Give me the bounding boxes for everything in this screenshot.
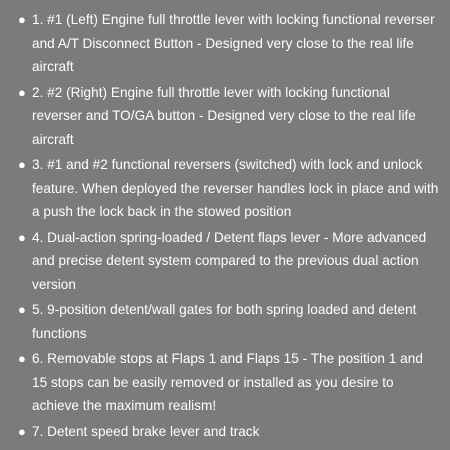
list-item bbox=[18, 81, 440, 152]
feature-text: 3. #1 and #2 functional reversers (switched) with lock and unlock feature. When deployed the reverser handles lock in place and with a push the lock back in the stowed position bbox=[32, 157, 439, 219]
feature-text: 2. #2 (Right) Engine full throttle lever with locking functional reverser and TO/GA button - Designed very close to the real life aircraft bbox=[32, 84, 416, 147]
list-item bbox=[18, 420, 440, 444]
bullet-icon: ● bbox=[18, 423, 26, 439]
list-item bbox=[18, 298, 440, 345]
list-item bbox=[18, 347, 440, 418]
feature-text: 7. Detent speed brake lever and track bbox=[32, 423, 260, 439]
feature-text: 6. Removable stops at Flaps 1 and Flaps 15 - The position 1 and 15 stops can be easily removed or installed as you desire to achieve the maximum realism! bbox=[32, 351, 423, 413]
feature-text: 5. 9-position detent/wall gates for both spring loaded and detent functions bbox=[32, 302, 417, 341]
bullet-icon: ● bbox=[18, 302, 26, 317]
bullet-icon: ● bbox=[18, 84, 26, 100]
bullet-icon: ● bbox=[18, 12, 26, 27]
bullet-icon: ● bbox=[18, 229, 26, 245]
feature-text: 1. #1 (Left) Engine full throttle lever with locking functional reverser and A/T Disconnect Button - Designed very close to the real life aircraft bbox=[32, 12, 435, 74]
list-item bbox=[18, 153, 440, 224]
list-item bbox=[18, 8, 440, 79]
bullet-icon: ● bbox=[18, 157, 26, 172]
feature-text: 4. Dual-action spring-loaded / Detent flaps lever - More advanced and precise detent system compared to the previous dual action version bbox=[32, 229, 427, 292]
bullet-icon: ● bbox=[18, 351, 26, 366]
list-item bbox=[18, 226, 440, 297]
feature-list bbox=[18, 8, 440, 443]
